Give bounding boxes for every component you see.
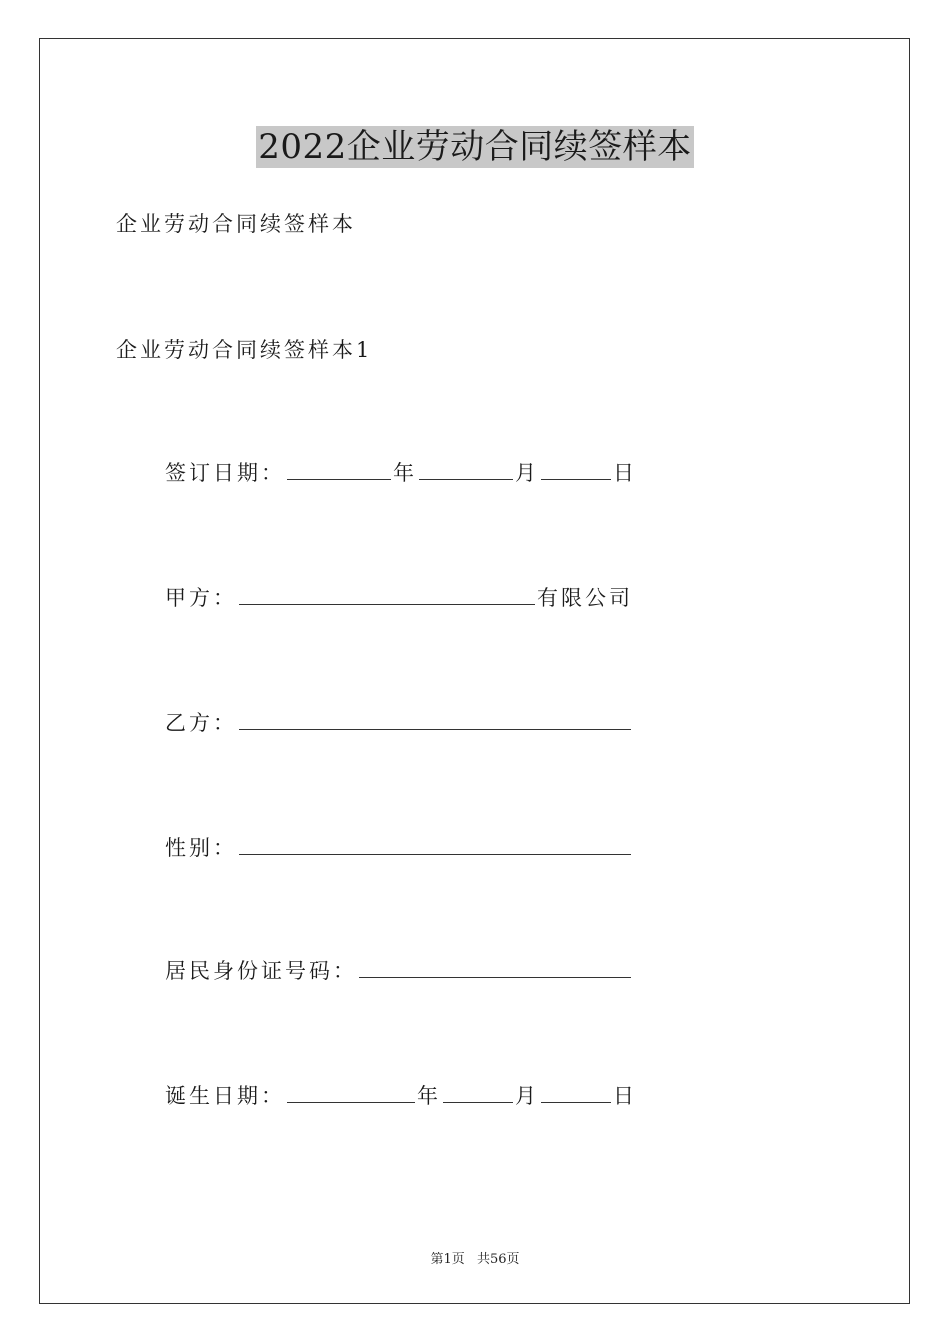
sign-date-year-label: 年 <box>393 461 417 485</box>
gender-label: 性别： <box>165 836 237 860</box>
birth-date-row <box>165 1082 637 1110</box>
sign-date-day-label: 日 <box>613 461 637 485</box>
birth-date-day-blank[interactable] <box>541 1082 611 1103</box>
gender-row <box>165 834 633 862</box>
party-a-row <box>165 584 633 612</box>
page-total: 共56页 <box>476 1252 520 1267</box>
id-number-row <box>165 957 633 985</box>
birth-date-year-label: 年 <box>417 1084 441 1108</box>
document-title: 2022企业劳动合同续签样本 <box>258 127 692 167</box>
party-b-label: 乙方： <box>165 711 237 735</box>
birth-date-year-blank[interactable] <box>287 1082 415 1103</box>
party-b-row <box>165 709 633 737</box>
sign-date-row <box>165 459 637 487</box>
party-a-blank[interactable] <box>239 584 535 605</box>
birth-date-month-blank[interactable] <box>443 1082 513 1103</box>
document-subtitle: 企业劳动合同续签样本 <box>116 212 356 236</box>
sign-date-label: 签订日期： <box>165 461 285 485</box>
party-a-suffix: 有限公司 <box>537 586 633 610</box>
sign-date-month-blank[interactable] <box>419 459 513 480</box>
page-footer <box>0 1248 950 1267</box>
sign-date-year-blank[interactable] <box>287 459 391 480</box>
birth-date-label: 诞生日期： <box>165 1084 285 1108</box>
birth-date-day-label: 日 <box>613 1084 637 1108</box>
birth-date-month-label: 月 <box>515 1084 539 1108</box>
party-a-label: 甲方： <box>165 586 237 610</box>
section-heading: 企业劳动合同续签样本1 <box>116 338 373 362</box>
party-b-blank[interactable] <box>239 709 631 730</box>
id-number-blank[interactable] <box>359 957 631 978</box>
sign-date-day-blank[interactable] <box>541 459 611 480</box>
id-number-label: 居民身份证号码： <box>165 959 357 983</box>
sign-date-month-label: 月 <box>515 461 539 485</box>
page-number: 第1页 <box>430 1252 465 1267</box>
title-container <box>0 126 950 168</box>
gender-blank[interactable] <box>239 834 631 855</box>
